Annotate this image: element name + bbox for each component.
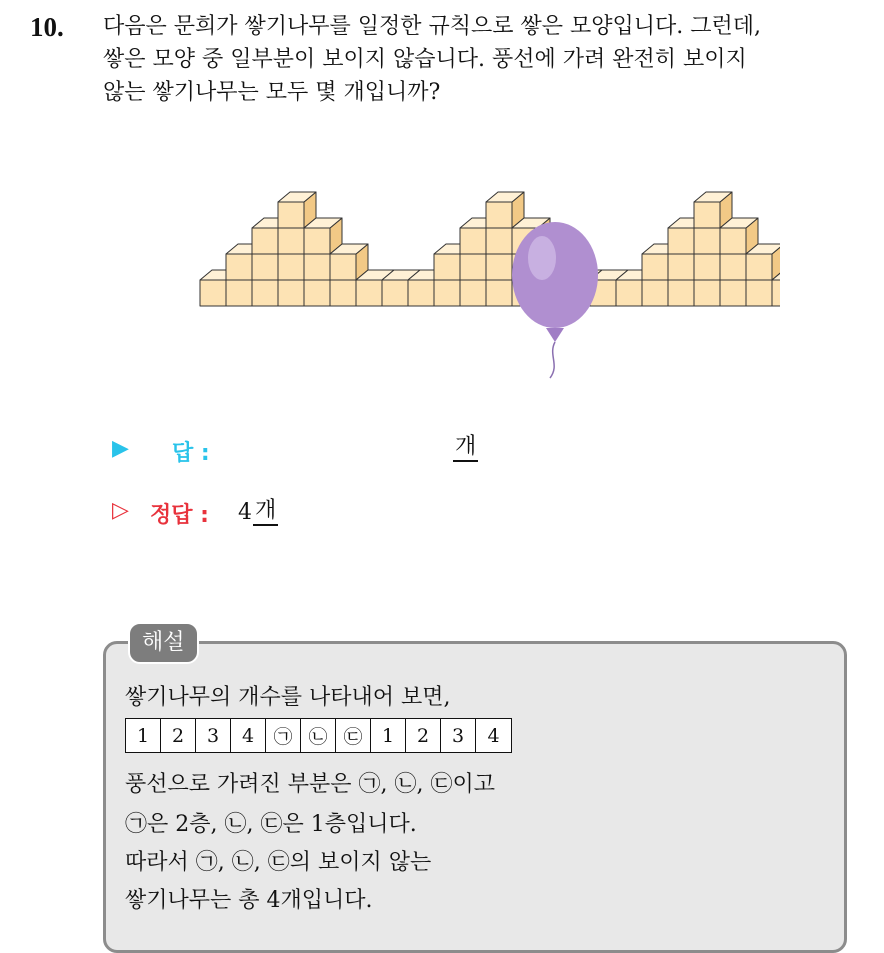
correct-label: 정답 : [150,503,209,528]
explanation-tag: 해설 [128,622,199,664]
question-number: 10. [30,12,64,42]
correct-unit: 개 [253,498,278,526]
question-line: 다음은 문희가 쌓기나무를 일정한 규칙으로 쌓은 모양입니다. 그런데, [103,14,761,39]
question-text [103,10,873,109]
explanation-line: 풍선으로 가려진 부분은 ㉠, ㉡, ㉢이고 [125,772,495,797]
question-line: 쌓은 모양 중 일부분이 보이지 않습니다. 풍선에 가려 완전히 보이지 [103,47,747,72]
answer-label: 답 : [172,441,210,466]
count-cell: ㉠ [266,719,301,752]
balloon-image [512,222,598,378]
count-cell: 1 [371,719,406,752]
explanation-line: ㉠은 2층, ㉡, ㉢은 1층입니다. [125,812,417,837]
explanation-line: 쌓기나무는 총 4개입니다. [125,888,373,913]
count-cell: 1 [126,719,161,752]
block-stack [200,192,780,306]
explanation-line: 따라서 ㉠, ㉡, ㉢의 보이지 않는 [125,850,432,875]
answer-unit: 개 [453,434,478,462]
block-stack-figure [180,180,780,390]
outline-triangle-icon: ▷ [112,498,129,523]
count-cell: 3 [196,719,231,752]
count-table [125,718,512,753]
count-cell: ㉡ [301,719,336,752]
question-line: 않는 쌓기나무는 모두 몇 개입니까? [103,80,441,105]
count-cell: 4 [231,719,266,752]
block-cube [746,244,780,280]
play-triangle-icon: ▶ [112,436,129,461]
count-cell: 3 [441,719,476,752]
count-cell: 2 [161,719,196,752]
count-cell: 4 [476,719,511,752]
explanation-intro: 쌓기나무의 개수를 나타내어 보면, [125,685,451,710]
correct-value: 4 [238,500,252,525]
count-cell: 2 [406,719,441,752]
count-cell: ㉢ [336,719,371,752]
